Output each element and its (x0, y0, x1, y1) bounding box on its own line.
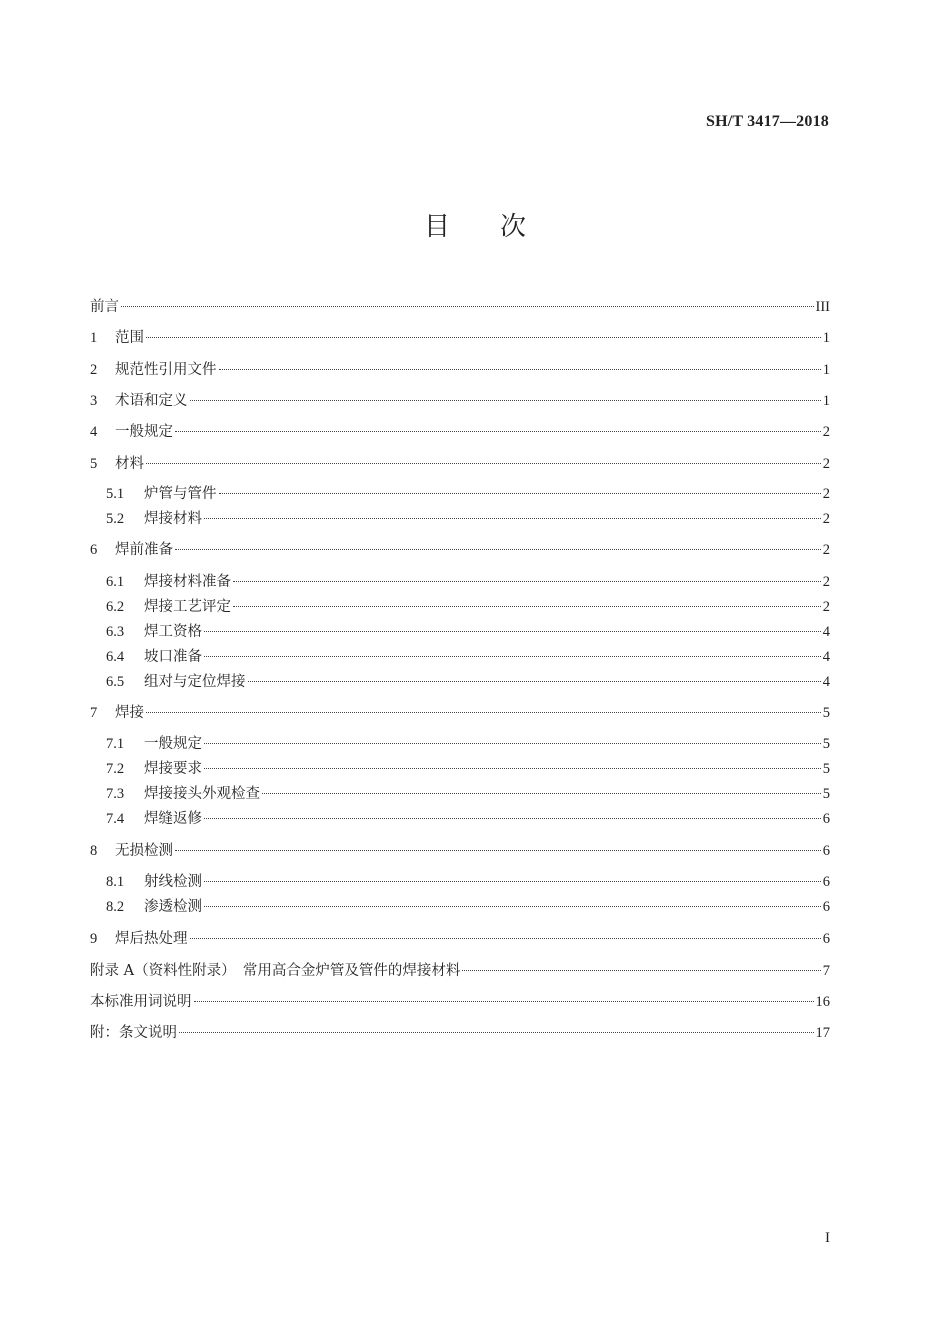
toc-entry-number: 7 (90, 705, 98, 721)
toc-entry-label: 焊前准备 (115, 542, 173, 558)
toc-entry-label: 规范性引用文件 (115, 362, 217, 378)
toc-entry-number: 5.2 (106, 511, 125, 527)
toc-entry-number: 2 (90, 362, 98, 378)
toc-entry[interactable] (90, 390, 830, 412)
toc-entry-page: 6 (822, 843, 830, 859)
toc-entry-label: 焊缝返修 (144, 811, 202, 827)
toc-entry-page: III (815, 299, 830, 315)
toc-entry-page: 4 (822, 624, 830, 640)
toc-entry-page: 5 (822, 705, 830, 721)
standard-code: SH/T 3417—2018 (706, 113, 829, 130)
toc-entry[interactable] (106, 896, 830, 918)
toc-leader-dots (175, 849, 821, 851)
toc-entry-number: 1 (90, 330, 98, 346)
toc-entry-page: 17 (815, 1025, 830, 1041)
toc-entry-number: 7.3 (106, 786, 125, 802)
toc-entry[interactable] (90, 702, 830, 724)
toc-entry-page: 2 (822, 574, 830, 590)
toc-entry-number: 7.1 (106, 736, 125, 752)
toc-entry[interactable] (90, 296, 830, 318)
toc-entry-label: 范围 (115, 330, 144, 346)
toc-entry-page: 16 (815, 994, 830, 1010)
toc-entry-page: 6 (822, 931, 830, 947)
toc-leader-dots (233, 580, 821, 582)
toc-leader-dots (233, 605, 821, 607)
toc-entry-page: 2 (822, 424, 830, 440)
toc-leader-dots (204, 905, 821, 907)
toc-entry-number: 6 (90, 542, 98, 558)
toc-entry-label: 焊接 (115, 705, 144, 721)
toc-entry[interactable] (106, 621, 830, 643)
toc-entry-number: 5.1 (106, 486, 125, 502)
toc-entry-page: 7 (822, 963, 830, 979)
toc-entry-page: 1 (822, 393, 830, 409)
toc-entry-label: 附：条文说明 (90, 1025, 177, 1041)
toc-entry-label: 焊接接头外观检查 (144, 786, 260, 802)
toc-leader-dots (194, 1000, 814, 1002)
toc-entry-label: 材料 (115, 456, 144, 472)
toc-leader-dots (204, 817, 821, 819)
toc-leader-dots (462, 969, 820, 971)
toc-entry-number: 6.5 (106, 674, 125, 690)
toc-entry-page: 4 (822, 649, 830, 665)
toc-entry-label: 焊接要求 (144, 761, 202, 777)
toc-entry[interactable] (90, 359, 830, 381)
toc-leader-dots (121, 305, 814, 307)
toc-entry[interactable] (106, 733, 830, 755)
toc-leader-dots (146, 711, 821, 713)
toc-entry[interactable] (106, 483, 830, 505)
toc-entry-number: 6.2 (106, 599, 125, 615)
toc-entry[interactable] (90, 327, 830, 349)
toc-entry-number: 4 (90, 424, 98, 440)
toc-entry-label: 炉管与管件 (144, 486, 217, 502)
toc-leader-dots (175, 548, 821, 550)
toc-entry-label: 一般规定 (144, 736, 202, 752)
toc-leader-dots (175, 430, 821, 432)
toc-entry-label: 焊接材料 (144, 511, 202, 527)
toc-entry-number: 8.1 (106, 874, 125, 890)
toc-leader-dots (146, 336, 821, 338)
toc-entry-page: 2 (822, 486, 830, 502)
toc-title (0, 206, 950, 243)
toc-entry[interactable] (90, 840, 830, 862)
toc-entry-number: 6.3 (106, 624, 125, 640)
toc-entry-page: 1 (822, 330, 830, 346)
toc-entry-number: 7.4 (106, 811, 125, 827)
toc-entry-label: 术语和定义 (115, 393, 188, 409)
toc-entry-number: 3 (90, 393, 98, 409)
toc-entry-page: 5 (822, 761, 830, 777)
toc-entry-number: 9 (90, 931, 98, 947)
toc-entry-label: 前言 (90, 299, 119, 315)
page-number: I (825, 1230, 830, 1246)
toc-entry[interactable] (106, 783, 830, 805)
toc-entry-number: 7.2 (106, 761, 125, 777)
toc-entry[interactable] (106, 808, 830, 830)
toc-entry[interactable] (90, 928, 830, 950)
toc-leader-dots (204, 742, 821, 744)
toc-entry-label: 组对与定位焊接 (144, 674, 246, 690)
toc-entry-page: 6 (822, 899, 830, 915)
toc-entry-label: 一般规定 (115, 424, 173, 440)
toc-entry-page: 1 (822, 362, 830, 378)
toc-title-part2: 次 (500, 212, 527, 242)
toc-entry[interactable] (90, 539, 830, 561)
toc-leader-dots (204, 630, 821, 632)
toc-entry-label: 焊工资格 (144, 624, 202, 640)
toc-entry[interactable] (106, 508, 830, 530)
toc-entry-number: 6.4 (106, 649, 125, 665)
toc-entry-number: 8.2 (106, 899, 125, 915)
toc-entry[interactable] (90, 991, 830, 1013)
toc-entry-page: 6 (822, 811, 830, 827)
toc-leader-dots (179, 1031, 814, 1033)
toc-entry-page: 2 (822, 542, 830, 558)
toc-entry[interactable] (90, 960, 830, 982)
toc-entry-label: 无损检测 (115, 843, 173, 859)
toc-entry[interactable] (106, 596, 830, 618)
toc-entry-label: 焊接工艺评定 (144, 599, 231, 615)
toc-leader-dots (262, 792, 821, 794)
toc-entry[interactable] (90, 1022, 830, 1044)
toc-entry-label: 附录 A（资料性附录） 常用高合金炉管及管件的焊接材料 (90, 963, 461, 979)
toc-entry-number: 5 (90, 456, 98, 472)
toc-entry-page: 2 (822, 511, 830, 527)
toc-leader-dots (190, 399, 821, 401)
toc-leader-dots (204, 880, 821, 882)
toc-leader-dots (190, 937, 821, 939)
toc-entry-number: 6.1 (106, 574, 125, 590)
toc-entry[interactable] (90, 453, 830, 475)
toc-entry-label: 坡口准备 (144, 649, 202, 665)
toc-leader-dots (204, 655, 821, 657)
toc-leader-dots (204, 767, 821, 769)
toc-entry-page: 2 (822, 456, 830, 472)
toc-entry-label: 焊后热处理 (115, 931, 188, 947)
toc-entry-page: 5 (822, 736, 830, 752)
toc-entry-page: 6 (822, 874, 830, 890)
toc-entry-label: 焊接材料准备 (144, 574, 231, 590)
toc-leader-dots (204, 517, 821, 519)
toc-entry-label: 渗透检测 (144, 899, 202, 915)
toc-entry-label: 射线检测 (144, 874, 202, 890)
toc-leader-dots (248, 680, 821, 682)
toc-leader-dots (219, 368, 821, 370)
toc-entry[interactable] (90, 421, 830, 443)
toc-leader-dots (146, 462, 821, 464)
toc-entry[interactable] (106, 671, 830, 693)
toc-entry-page: 2 (822, 599, 830, 615)
toc-entry[interactable] (106, 646, 830, 668)
toc-entry-page: 5 (822, 786, 830, 802)
toc-entry[interactable] (106, 758, 830, 780)
toc-entry-page: 4 (822, 674, 830, 690)
toc-entry-number: 8 (90, 843, 98, 859)
toc-leader-dots (219, 492, 821, 494)
toc-entry[interactable] (106, 571, 830, 593)
toc-entry-label: 本标准用词说明 (90, 994, 192, 1010)
toc-entry[interactable] (106, 871, 830, 893)
toc-title-part1: 目 (423, 212, 450, 242)
